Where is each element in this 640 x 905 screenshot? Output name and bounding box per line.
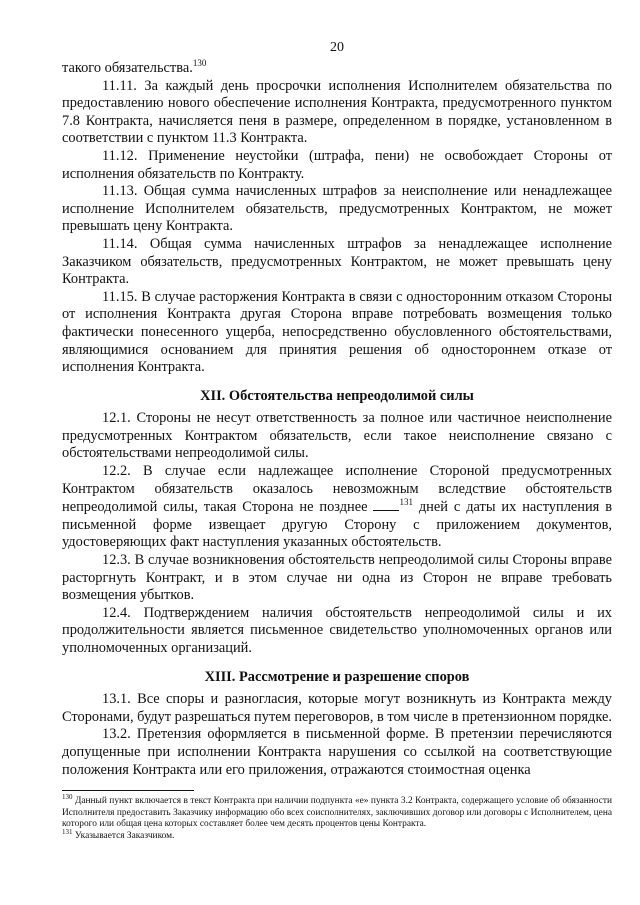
clause-12-2 <box>62 463 612 552</box>
page-number: 20 <box>330 40 344 55</box>
footnote-number: 131 <box>62 827 73 836</box>
footnote-text: Данный пункт включается в текст Контракта при наличии подпункта «е» пункта 3.2 Контракта, содержащего условие об обязанности Исполнителя предоставить Заказчику информацию обо всех соисполнителях, заключивших договор или договоры с Исполнителем, цена которого или общая цена которых составляет более чем десять процентов цены Контракта. <box>62 796 612 830</box>
footnote-ref-131[interactable]: 131 <box>399 497 413 508</box>
footnotes-area <box>62 790 612 842</box>
footnote-ref-130[interactable]: 130 <box>192 58 207 69</box>
clause-11-15: 11.15. В случае расторжения Контракта в связи с односторонним отказом Стороны от исполнения Контракта другая Сторона вправе потребовать возмещения только фактически понесенного ущерба, непосредственно обусловленного обстоятельствами, являющимися основанием для принятия решения об одностороннем отказе от исполнения Контракта. <box>62 288 612 376</box>
clause-11-12: 11.12. Применение неустойки (штрафа, пени) не освобождает Стороны от исполнения обязательств по Контракту. <box>62 147 612 182</box>
footnote-130 <box>62 792 612 831</box>
blank-days-field <box>373 498 399 511</box>
clause-12-4: 12.4. Подтверждением наличия обстоятельств непреодолимой силы и их продолжительности является письменное свидетельство уполномоченных органов или уполномоченных организаций. <box>62 604 612 656</box>
clause-12-3: 12.3. В случае возникновения обстоятельств непреодолимой силы Стороны вправе расторгнуть Контракт, и в этом случае ни одна из Сторон не вправе требовать возмещения убытков. <box>62 552 612 604</box>
document-body <box>62 60 612 779</box>
clause-13-1: 13.1. Все споры и разногласия, которые могут возникнуть из Контракта между Сторонами, будут разрешаться путем переговоров, в том числе в претензионном порядке. <box>62 691 612 725</box>
footnote-text: Указывается Заказчиком. <box>72 830 175 841</box>
clause-11-13: 11.13. Общая сумма начисленных штрафов за неисполнение или ненадлежащее исполнение Исполнителем обязательств, предусмотренных Контрактом, не может превышать цену Контракта. <box>62 183 612 235</box>
footnote-number: 130 <box>62 792 73 801</box>
footnote-131 <box>62 827 612 843</box>
clause-11-14: 11.14. Общая сумма начисленных штрафов за ненадлежащее исполнение Заказчиком обязательств, предусмотренных Контрактом, не может превышать цену Контракта. <box>62 235 612 288</box>
section-title-xiii: XIII. Рассмотрение и разрешение споров <box>204 668 470 685</box>
continuation-paragraph <box>62 60 612 78</box>
clause-12-2-text-after: дней с даты их наступления в письменной форме извещает другую Сторону с приложением документов, удостоверяющих факт наступления указанных обстоятельств. <box>62 499 612 551</box>
footnote-divider <box>62 790 194 791</box>
section-title-xii: XII. Обстоятельства непреодолимой силы <box>200 387 474 404</box>
clause-11-11: 11.11. За каждый день просрочки исполнения Исполнителем обязательства по предоставлению нового обеспечение исполнения Контракта, предусмотренного пунктом 7.8 Контракта, начисляется пеня в размере, определенном в порядке, установленном в соответствии с пунктом 11.3 Контракта. <box>62 77 612 147</box>
clause-13-2: 13.2. Претензия оформляется в письменной форме. В претензии перечисляются допущенные при исполнении Контракта нарушения со ссылкой на соответствующие положения Контракта или его приложения, отражаются стоимостная оценка <box>62 726 612 778</box>
continuation-text: такого обязательства. <box>62 60 193 76</box>
clause-12-2-text-before: 12.2. В случае если надлежащее исполнение Стороной предусмотренных Контрактом обязательств оказалось невозможным вследствие обстоятельств непреодолимой силы, такая Сторона не позднее <box>62 463 612 516</box>
clause-12-1: 12.1. Стороны не несут ответственность за полное или частичное неисполнение предусмотренных Контрактом обязательств, если такое неисполнение связано с обстоятельствами непреодолимой силы. <box>62 410 612 462</box>
